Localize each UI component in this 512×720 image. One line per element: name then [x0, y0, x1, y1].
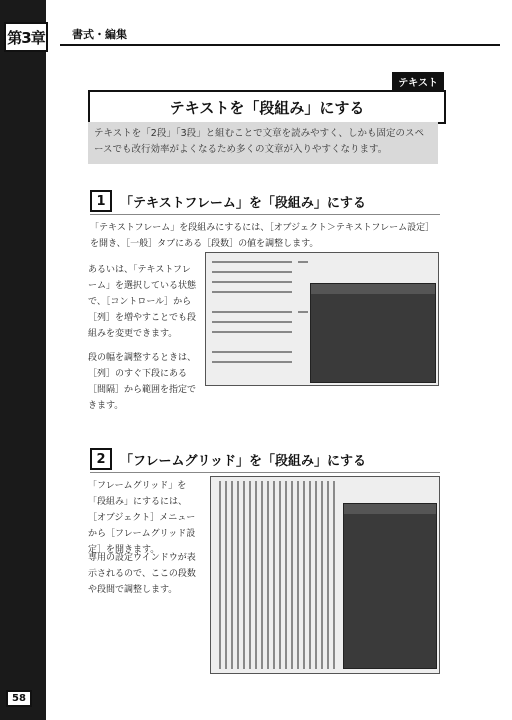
section-1-title: 「テキストフレーム」を「段組み」にする [120, 195, 366, 211]
page-number: 58 [6, 690, 32, 707]
text-frame-options-dialog [310, 283, 436, 383]
page-title: テキストを「段組み」にする [88, 90, 446, 124]
section-1-rule [90, 214, 440, 215]
text-frame-screenshot [205, 252, 439, 386]
frame-grid-options-dialog [343, 503, 437, 669]
section-2-number: 2 [90, 448, 112, 470]
section-2-title: 「フレームグリッド」を「段組み」にする [120, 453, 366, 469]
section-2-body2: 専用の設定ウインドウが表示されるので、ここの段数や段間で調整します。 [88, 553, 196, 595]
section-1-intro: 「テキストフレーム」を段組みにするには、［オブジェクト＞テキストフレーム設定］を開き、［一般］タブにある［段数］の値を調整します。 [90, 223, 435, 249]
chapter-label: 第3章 [4, 22, 48, 52]
section-1-body: あるいは、「テキストフレーム」を選択している状態で、［コントロール］から［列］を増やすことでも段組みを変更できます。 [88, 265, 197, 339]
category-tag: テキスト [392, 72, 444, 91]
chapter-spine [0, 0, 46, 720]
section-2-heading [90, 448, 440, 470]
section-1-number: 1 [90, 190, 112, 212]
section-2-rule [90, 472, 440, 473]
section-2-body: 「フレームグリッド」を「段組み」にするには、［オブジェクト］メニューから［フレームグリッド設定］を開きます。 [88, 481, 196, 555]
lead-paragraph: テキストを「2段」「3段」と組むことで文章を読みやすく、しかも固定のスペースでも改行効率がよくなるため多くの文章が入りやすくなります。 [88, 122, 438, 164]
running-head: 書式・編集 [72, 28, 127, 41]
section-1-body2: 段の幅を調整するときは、［列］のすぐ下段にある［間隔］から範囲を指定できます。 [88, 353, 197, 411]
frame-grid-screenshot [210, 476, 440, 674]
header-rule [60, 44, 500, 46]
section-1-heading [90, 190, 440, 212]
